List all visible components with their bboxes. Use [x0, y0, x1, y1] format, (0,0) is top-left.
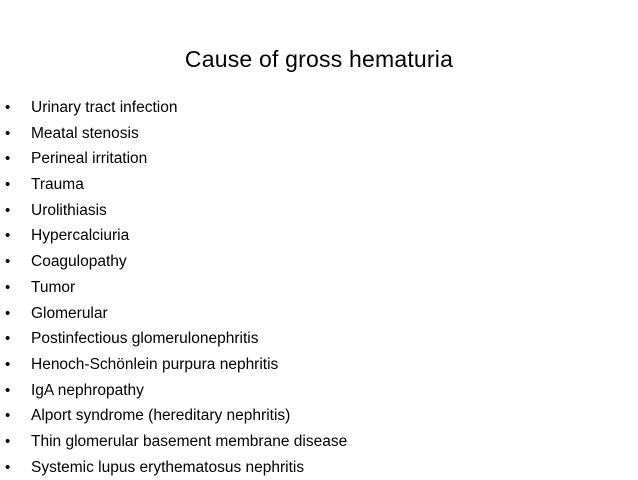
list-item	[0, 429, 638, 455]
list-item-text: Urolithiasis	[31, 201, 107, 219]
list-item-text: Trauma	[31, 176, 84, 194]
bullet-icon: •	[5, 432, 11, 450]
list-item	[0, 95, 638, 121]
list-item	[0, 275, 638, 301]
list-item	[0, 301, 638, 327]
bullet-icon: •	[5, 227, 11, 245]
list-item	[0, 326, 638, 352]
bullet-icon: •	[5, 278, 11, 296]
bullet-icon: •	[5, 253, 11, 271]
list-item-text: Tumor	[31, 278, 76, 296]
list-item-text: Alport syndrome (hereditary nephritis)	[31, 407, 291, 425]
list-item	[0, 198, 638, 224]
bullet-icon: •	[5, 124, 11, 142]
bullet-icon: •	[5, 407, 11, 425]
bullet-icon: •	[5, 330, 11, 348]
bullet-icon: •	[5, 458, 11, 476]
bullet-icon: •	[5, 201, 11, 219]
list-item-text: IgA nephropathy	[31, 381, 144, 399]
bullet-list	[0, 95, 638, 480]
list-item-text: Urinary tract infection	[31, 99, 178, 116]
list-item	[0, 455, 638, 480]
bullet-icon: •	[5, 381, 11, 399]
list-item	[0, 223, 638, 249]
list-item-text: Perineal irritation	[31, 150, 148, 168]
list-item-text: Coagulopathy	[31, 253, 127, 271]
list-item	[0, 121, 638, 147]
bullet-icon: •	[5, 150, 11, 168]
list-item-text: Systemic lupus erythematosus nephritis	[31, 458, 305, 476]
slide-title: Cause of gross hematuria	[184, 46, 454, 72]
list-item-text: Henoch-Schönlein purpura nephritis	[31, 355, 279, 373]
list-item	[0, 249, 638, 275]
list-item	[0, 403, 638, 429]
list-item	[0, 378, 638, 404]
list-item-text: Glomerular	[31, 304, 108, 322]
list-item	[0, 352, 638, 378]
bullet-icon: •	[5, 99, 11, 116]
list-item	[0, 146, 638, 172]
bullet-icon: •	[5, 176, 11, 194]
list-item-text: Postinfectious glomerulonephritis	[31, 330, 259, 348]
list-item-text: Thin glomerular basement membrane disease	[31, 432, 348, 450]
bullet-icon: •	[5, 304, 11, 322]
bullet-icon: •	[5, 355, 11, 373]
list-item	[0, 172, 638, 198]
list-item-text: Hypercalciuria	[31, 227, 130, 245]
list-item-text: Meatal stenosis	[31, 124, 139, 142]
